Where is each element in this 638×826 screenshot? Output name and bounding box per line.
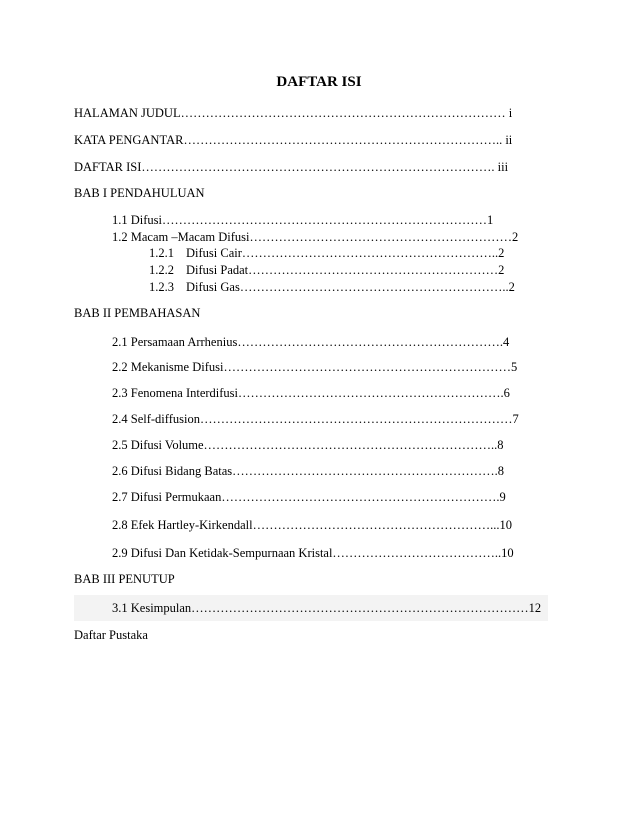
toc-entry-daftar-isi: DAFTAR ISI…………………………………………………………………………. iii — [74, 160, 509, 174]
toc-entry-text: Difusi Padat……………………………………………………2 — [186, 263, 505, 277]
toc-entry-2-3: 2.3 Fenomena Interdifusi……………………………………………………….6 — [112, 386, 510, 400]
toc-heading-bab-1: BAB I PENDAHULUAN — [74, 186, 205, 200]
toc-entry-1-2-3 — [149, 280, 515, 295]
toc-entry-2-1: 2.1 Persamaan Arrhenius……………………………………………………….4 — [112, 335, 510, 349]
toc-entry-2-4: 2.4 Self-diffusion…………………………………………………………………7 — [112, 412, 519, 426]
toc-entry-number: 1.2.2 — [149, 263, 174, 277]
page-title: DAFTAR ISI — [276, 74, 362, 90]
toc-entry-daftar-pustaka: Daftar Pustaka — [74, 628, 148, 642]
toc-entry-1-1: 1.1 Difusi……………………………………………………………………1 — [112, 213, 494, 227]
toc-entry-2-2: 2.2 Mekanisme Difusi……………………………………………………………5 — [112, 360, 518, 374]
toc-entry-3-1: 3.1 Kesimpulan………………………………………………………………………12 — [112, 601, 542, 615]
toc-entry-2-7: 2.7 Difusi Permukaan………………………………………………………….9 — [112, 490, 506, 504]
toc-entry-1-2: 1.2 Macam –Macam Difusi………………………………………………………2 — [112, 230, 519, 244]
toc-heading-bab-3: BAB III PENUTUP — [74, 572, 175, 586]
toc-entry-text: Difusi Gas………………………………………………………..2 — [186, 280, 515, 294]
toc-entry-1-2-2 — [149, 263, 504, 278]
toc-entry-2-9: 2.9 Difusi Dan Ketidak-Sempurnaan Kristal…………………………………..10 — [112, 546, 514, 560]
toc-heading-bab-2: BAB II PEMBAHASAN — [74, 306, 201, 320]
toc-entry-number: 1.2.1 — [149, 246, 174, 260]
toc-entry-halaman-judul: HALAMAN JUDUL…………………………………………………………………… i — [74, 106, 513, 120]
toc-entry-2-8: 2.8 Efek Hartley-Kirkendall…………………………………………………...10 — [112, 518, 512, 532]
toc-entry-1-2-1 — [149, 246, 504, 261]
toc-entry-kata-pengantar: KATA PENGANTAR………………………………………………………………….. ii — [74, 133, 513, 147]
toc-entry-2-6: 2.6 Difusi Bidang Batas……………………………………………………….8 — [112, 464, 505, 478]
toc-entry-number: 1.2.3 — [149, 280, 174, 294]
toc-entry-text: Difusi Cair……………………………………………………..2 — [186, 246, 505, 260]
toc-entry-2-5: 2.5 Difusi Volume……………………………………………………………..8 — [112, 438, 504, 452]
